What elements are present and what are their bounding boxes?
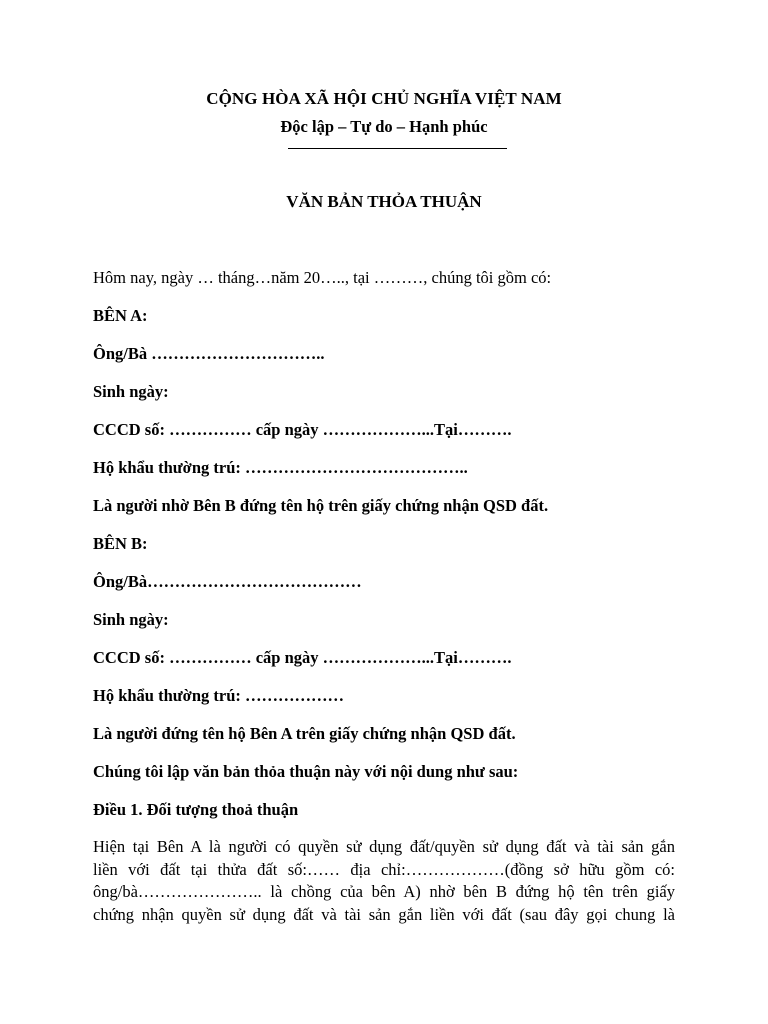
motto: Độc lập – Tự do – Hạnh phúc [280,117,488,136]
document-title: VĂN BẢN THỎA THUẬN [286,192,482,211]
party-b-id: CCCD số: …………… cấp ngày ………………...Tại………. [93,648,512,667]
party-a-id: CCCD số: …………… cấp ngày ………………...Tại………. [93,420,512,439]
party-a-role: Là người nhờ Bên B đứng tên hộ trên giấy chứng nhận QSD đất. [93,496,549,515]
article-1-heading: Điều 1. Đối tượng thoả thuận [93,800,299,819]
party-a-residence: Hộ khẩu thường trú: ………………………………….. [93,458,468,477]
party-b-name: Ông/Bà………………………………… [93,572,362,591]
header-underline [288,148,507,149]
national-title: CỘNG HÒA XÃ HỘI CHỦ NGHĨA VIỆT NAM [206,89,562,108]
party-b-role: Là người đứng tên hộ Bên A trên giấy chứng nhận QSD đất. [93,724,516,743]
party-b-heading: BÊN B: [93,534,148,553]
paragraph-line: ông/bà………………….. là chồng của bên A) nhờ bên B đứng hộ tên trên giấy [93,882,675,901]
party-a-name: Ông/Bà ………………………….. [93,344,325,363]
agreement-intro: Chúng tôi lập văn bản thỏa thuận này với nội dung như sau: [93,762,519,781]
party-a-heading: BÊN A: [93,306,148,325]
party-b-dob: Sinh ngày: [93,610,169,629]
party-a-dob: Sinh ngày: [93,382,169,401]
paragraph-line: Hiện tại Bên A là người có quyền sử dụng đất/quyền sử dụng đất và tài sản gắn [93,837,675,856]
article-1-paragraph [93,836,675,926]
paragraph-line: liền với đất tại thửa đất số:…… địa chỉ:………………(đồng sở hữu gồm có: [93,859,675,879]
intro-line: Hôm nay, ngày … tháng…năm 20….., tại ………, chúng tôi gồm có: [93,268,552,287]
party-b-residence: Hộ khẩu thường trú: ……………… [93,686,344,705]
paragraph-line: chứng nhận quyền sử dụng đất và tài sản gắn liền với đất (sau đây gọi chung là [93,904,675,924]
